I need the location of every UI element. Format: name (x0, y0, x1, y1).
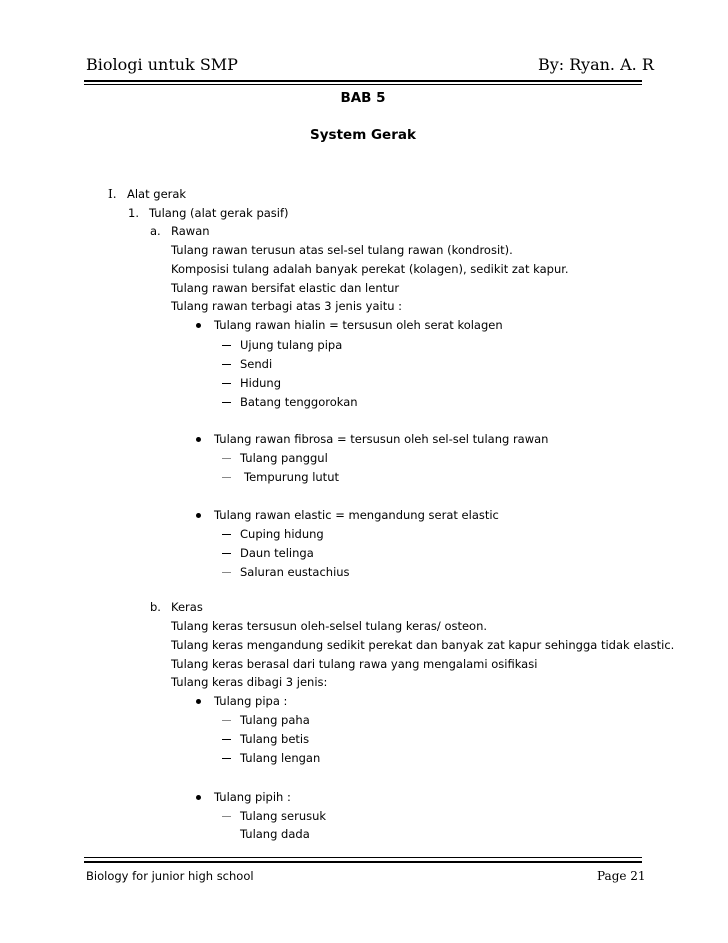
item-heading-keras: Keras (171, 600, 203, 614)
paragraph-line: Tulang rawan terusun atas sel-sel tulang rawan (kondrosit). (171, 243, 513, 257)
section-heading: Alat gerak (127, 187, 187, 201)
bullet-text: Tulang rawan hialin = tersusun oleh serat kolagen (214, 318, 503, 332)
list-item: Tulang paha (240, 713, 310, 727)
topic-title: System Gerak (310, 127, 416, 143)
subsection-heading: Tulang (alat gerak pasif) (149, 206, 289, 220)
dash-icon (222, 816, 231, 817)
list-item: Sendi (240, 357, 273, 371)
bullet-icon (196, 699, 201, 704)
header-left-text: Biologi untuk SMP (86, 55, 238, 74)
dash-icon (222, 364, 231, 365)
dash-icon (222, 534, 231, 535)
list-item: Cuping hidung (240, 527, 324, 541)
dash-icon (222, 383, 231, 384)
page-number: Page 21 (597, 869, 646, 883)
bullet-icon (196, 323, 201, 328)
footer-left-text: Biology for junior high school (86, 869, 254, 883)
roman-numeral-marker: I. (108, 187, 117, 201)
list-item: Ujung tulang pipa (240, 338, 343, 352)
dash-icon (222, 458, 231, 459)
paragraph-line: Tulang keras mengandung sedikit perekat dan banyak zat kapur sehingga tidak elastic. (171, 638, 675, 652)
paragraph-line: Tulang keras tersusun oleh-selsel tulang keras/ osteon. (171, 619, 488, 633)
dash-icon (222, 572, 231, 573)
header-rule-thin (84, 84, 642, 85)
dash-icon (222, 553, 231, 554)
paragraph-line: Tulang keras berasal dari tulang rawa yang mengalami osifikasi (171, 657, 538, 671)
list-item: Hidung (240, 376, 282, 390)
paragraph-line: Tulang rawan terbagi atas 3 jenis yaitu : (171, 299, 403, 313)
bullet-text: Tulang rawan fibrosa = tersusun oleh sel-sel tulang rawan (214, 432, 549, 446)
list-item: Daun telinga (240, 546, 314, 560)
bullet-icon (196, 437, 201, 442)
paragraph-line: Komposisi tulang adalah banyak perekat (kolagen), sedikit zat kapur. (171, 262, 569, 276)
letter-marker-b: b. (150, 600, 161, 614)
bullet-icon (196, 795, 201, 800)
list-item: Tulang betis (240, 732, 310, 746)
paragraph-line: Tulang rawan bersifat elastic dan lentur (171, 281, 400, 295)
bullet-icon (196, 513, 201, 518)
bullet-text: Tulang pipih : (214, 790, 291, 804)
footer-rule-thick (84, 861, 642, 863)
list-item: Tulang panggul (240, 451, 328, 465)
header-right-text: By: Ryan. A. R (538, 55, 654, 74)
list-item: Tulang lengan (240, 751, 321, 765)
numbered-marker: 1. (128, 206, 139, 220)
dash-icon (222, 402, 231, 403)
list-item: Batang tenggorokan (240, 395, 358, 409)
dash-icon (222, 758, 231, 759)
item-heading-rawan: Rawan (171, 224, 210, 238)
list-item: Tempurung lutut (244, 470, 339, 484)
dash-icon (222, 739, 231, 740)
dash-icon (222, 477, 231, 478)
list-item: Tulang serusuk (240, 809, 327, 823)
list-item: Saluran eustachius (240, 565, 350, 579)
paragraph-line: Tulang keras dibagi 3 jenis: (171, 675, 328, 689)
bullet-text: Tulang rawan elastic = mengandung serat elastic (214, 508, 499, 522)
list-item: Tulang dada (240, 827, 310, 841)
bullet-text: Tulang pipa : (214, 694, 288, 708)
chapter-title: BAB 5 (340, 90, 386, 106)
header-rule-thick (84, 80, 642, 82)
footer-rule-thin (84, 857, 642, 858)
letter-marker-a: a. (150, 224, 161, 238)
dash-icon (222, 345, 231, 346)
dash-icon (222, 720, 231, 721)
